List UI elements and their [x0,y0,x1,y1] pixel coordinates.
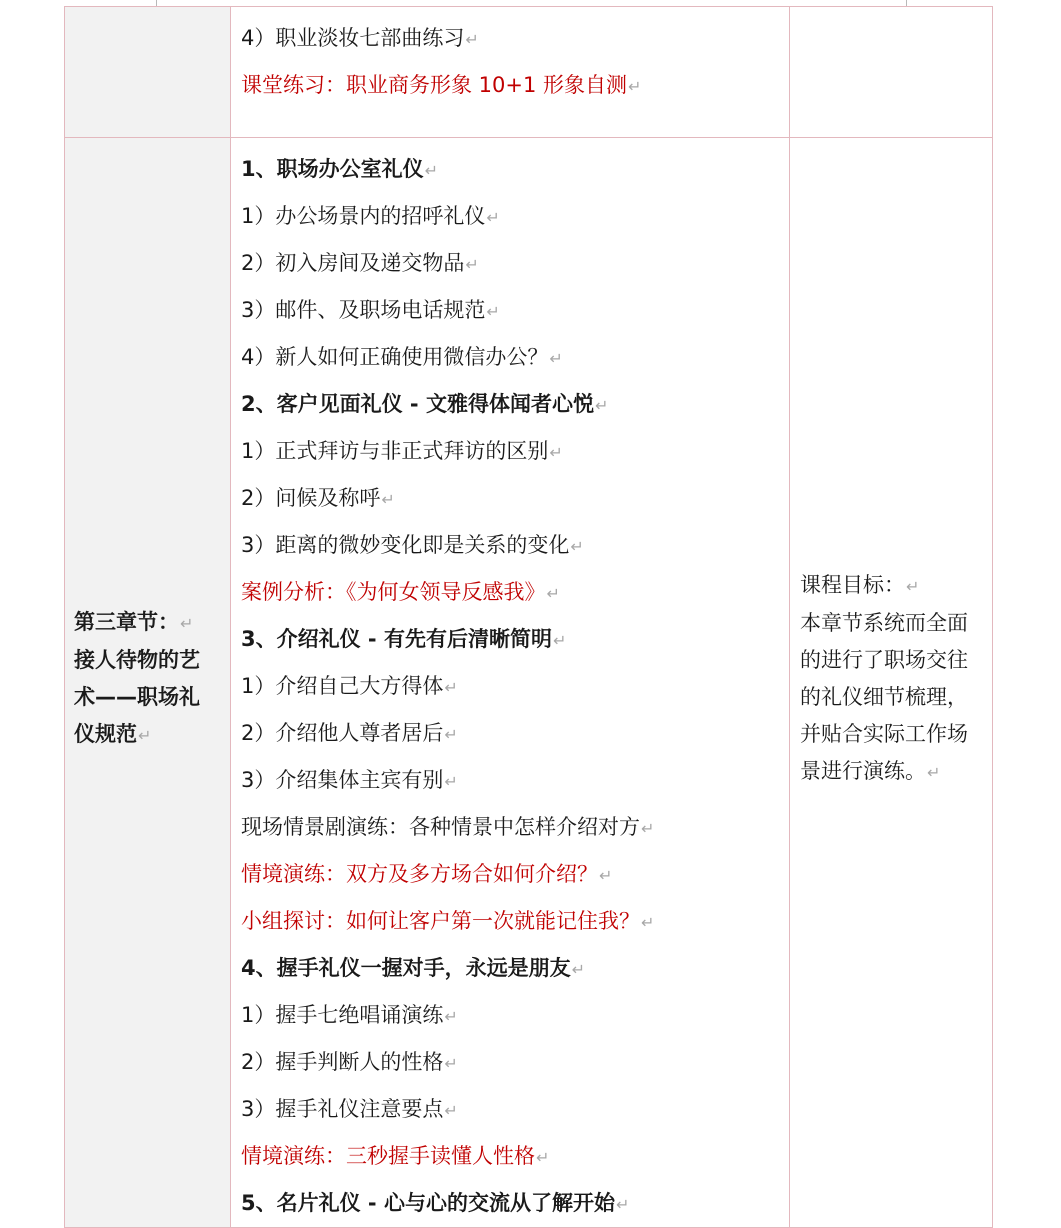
paragraph-mark-icon: ↵ [465,30,479,49]
paragraph-mark-icon: ↵ [138,726,152,745]
outline-line [231,992,789,1039]
outline-line-text: 情境演练：双方及多方场合如何介绍？ [241,862,598,886]
content-lines [231,138,789,1227]
outline-line-text: 2）初入房间及递交物品 [241,251,465,275]
outline-line-text: 5、名片礼仪 - 心与心的交流从了解开始 [241,1191,615,1215]
paragraph-mark-icon: ↵ [444,1007,458,1026]
outline-line [231,428,789,475]
paragraph-mark-icon: ↵ [571,960,586,979]
course-outline-table [64,6,993,1228]
outline-line [231,146,789,193]
chapter-cell [65,138,231,1228]
outline-line [231,62,789,109]
paragraph-mark-icon: ↵ [628,77,642,96]
paragraph-mark-icon: ↵ [381,490,395,509]
outline-line [231,710,789,757]
paragraph-mark-icon: ↵ [444,678,458,697]
chapter-subtitle: 接人待物的艺术——职场礼仪规范 [74,648,200,746]
table-row [65,7,993,138]
goal-label: 课程目标： [800,573,905,597]
outline-line [231,1086,789,1133]
outline-line [231,193,789,240]
outline-line-text: 2）介绍他人尊者居后 [241,721,444,745]
chapter-heading [65,604,219,754]
outline-line [231,334,789,381]
outline-line-text: 4）职业淡妆七部曲练习 [241,26,465,50]
content-cell [231,138,790,1228]
outline-line-text: 案例分析：《为何女领导反感我》 [241,580,546,604]
outline-line [231,1039,789,1086]
paragraph-mark-icon: ↵ [444,725,458,744]
paragraph-mark-icon: ↵ [552,631,567,650]
paragraph-mark-icon: ↵ [599,866,613,885]
paragraph-mark-icon: ↵ [615,1195,630,1214]
outline-line [231,945,789,992]
paragraph-mark-icon: ↵ [546,584,560,603]
outline-line-text: 3）距离的微妙变化即是关系的变化 [241,533,570,557]
outline-line-text: 2）握手判断人的性格 [241,1050,444,1074]
content-cell [231,7,790,138]
outline-line-text: 课堂练习：职业商务形象 10+1 形象自测 [241,73,628,97]
outline-line-text: 2、客户见面礼仪 - 文雅得体闻者心悦 [241,392,594,416]
paragraph-mark-icon: ↵ [641,819,655,838]
outline-line-text: 现场情景剧演练：各种情景中怎样介绍对方 [241,815,640,839]
outline-line [231,616,789,663]
outline-line [231,1133,789,1180]
outline-line [231,1180,789,1227]
outline-line [231,381,789,428]
paragraph-mark-icon: ↵ [641,913,655,932]
outline-line-text: 2）问候及称呼 [241,486,381,510]
paragraph-mark-icon: ↵ [536,1148,550,1167]
outline-line-text: 小组探讨：如何让客户第一次就能记住我？ [241,909,640,933]
outline-line [231,898,789,945]
outline-line-text: 1、职场办公室礼仪 [241,157,424,181]
paragraph-mark-icon: ↵ [549,443,563,462]
outline-line [231,240,789,287]
outline-line-text: 1）握手七绝唱诵演练 [241,1003,444,1027]
table-row [65,138,993,1228]
paragraph-mark-icon: ↵ [180,614,194,633]
paragraph-mark-icon: ↵ [444,772,458,791]
paragraph-mark-icon: ↵ [906,577,920,596]
outline-line-text: 1）正式拜访与非正式拜访的区别 [241,439,549,463]
content-lines [231,7,789,109]
paragraph-mark-icon: ↵ [465,255,479,274]
outline-line [231,15,789,62]
chapter-cell-empty [65,7,231,138]
outline-line [231,569,789,616]
outline-line-text: 3、介绍礼仪 - 有先有后清晰简明 [241,627,552,651]
outline-line-text: 3）邮件、及职场电话规范 [241,298,486,322]
outline-line [231,522,789,569]
paragraph-mark-icon: ↵ [486,208,500,227]
outline-line-text: 4）新人如何正确使用微信办公？ [241,345,549,369]
outline-line-text: 3）握手礼仪注意要点 [241,1097,444,1121]
outline-line [231,287,789,334]
outline-line [231,663,789,710]
paragraph-mark-icon: ↵ [444,1101,458,1120]
outline-line [231,851,789,898]
outline-line [231,804,789,851]
paragraph-mark-icon: ↵ [444,1054,458,1073]
paragraph-mark-icon: ↵ [594,396,609,415]
paragraph-mark-icon: ↵ [424,161,439,180]
outline-line [231,757,789,804]
outline-line [231,475,789,522]
chapter-title: 第三章节： [74,610,179,634]
outline-line-text: 1）介绍自己大方得体 [241,674,444,698]
goal-cell [790,138,993,1228]
paragraph-mark-icon: ↵ [549,349,563,368]
goal-text: 本章节系统而全面的进行了职场交往的礼仪细节梳理，并贴合实际工作场景进行演练。 [800,611,968,783]
outline-line-text: 1）办公场景内的招呼礼仪 [241,204,486,228]
outline-line-text: 4、握手礼仪一握对手，永远是朋友 [241,956,571,980]
outline-line-text: 3）介绍集体主宾有别 [241,768,444,792]
course-goal [790,567,980,791]
paragraph-mark-icon: ↵ [570,537,584,556]
goal-cell-empty [790,7,993,138]
paragraph-mark-icon: ↵ [927,763,941,782]
outline-line-text: 情境演练：三秒握手读懂人性格 [241,1144,535,1168]
paragraph-mark-icon: ↵ [486,302,500,321]
